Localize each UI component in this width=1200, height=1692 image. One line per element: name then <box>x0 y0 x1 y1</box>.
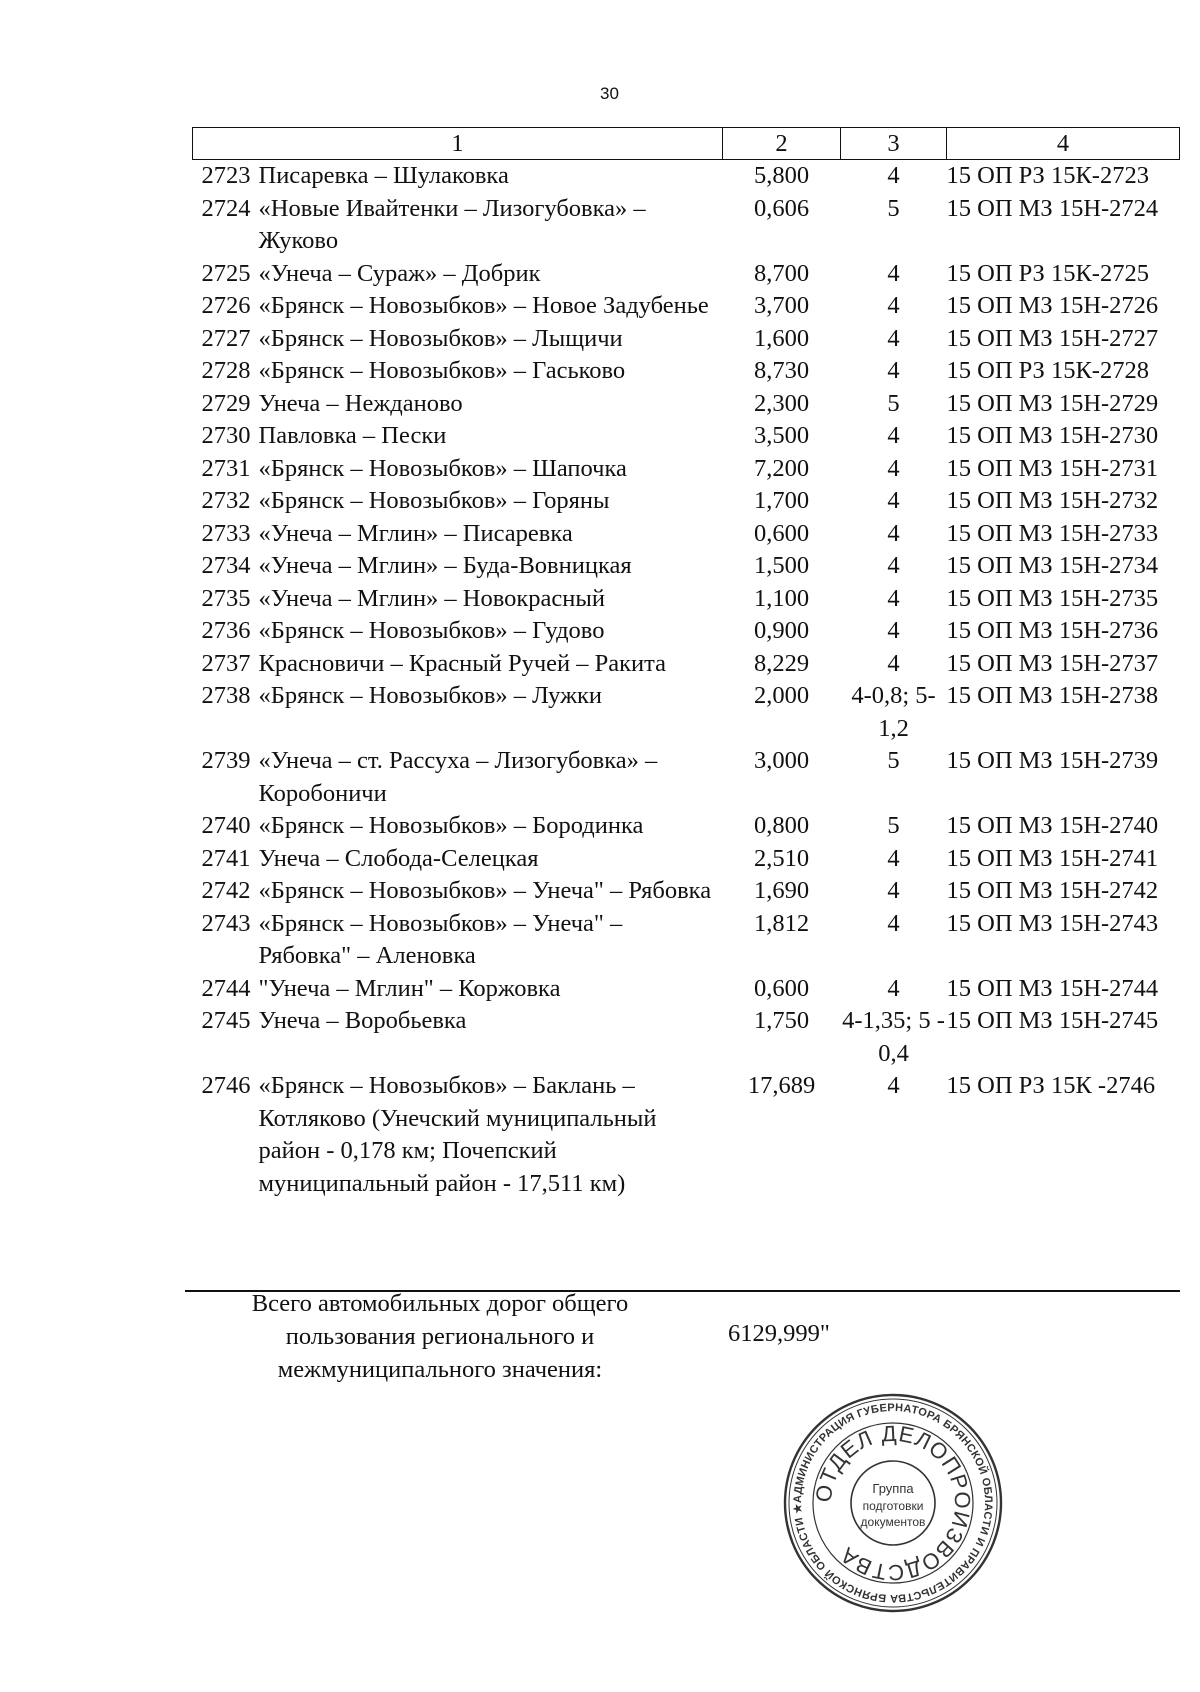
road-length: 1,500 <box>753 552 810 579</box>
table-row <box>193 550 1180 583</box>
road-length: 8,730 <box>753 357 810 384</box>
table-row <box>193 1070 1180 1200</box>
roads-table <box>192 127 1180 1200</box>
road-code: 15 ОП МЗ 15Н-2745 <box>946 1007 1159 1034</box>
table-row <box>193 908 1180 973</box>
road-number: 2736 <box>201 617 251 644</box>
road-category: 4 <box>887 357 900 384</box>
road-code: 15 ОП РЗ 15К-2725 <box>946 259 1149 287</box>
stamp-outer-text: АДМИНИСТРАЦИЯ ГУБЕРНАТОРА БРЯНСКОЙ ОБЛАСТИ И ПРАВИТЕЛЬСТВА БРЯНСКОЙ ОБЛАСТИ ★ <box>791 1401 995 1605</box>
road-category: 5 <box>887 747 900 774</box>
road-code: 15 ОП РЗ 15К-2723 <box>946 162 1149 189</box>
road-category: 4 <box>887 324 900 352</box>
road-number: 2739 <box>201 747 251 774</box>
road-category: 4 <box>887 877 900 904</box>
road-code: 15 ОП МЗ 15Н-2742 <box>946 877 1159 904</box>
road-name: «Брянск – Новозыбков» – Горяны <box>258 487 610 514</box>
road-name: «Унеча – ст. Рассуха – Лизогубовка» – Коробоничи <box>258 747 658 807</box>
table-header-row <box>193 128 1180 160</box>
road-name-cell <box>193 745 723 810</box>
road-number: 2734 <box>201 552 251 579</box>
table-row <box>193 973 1180 1006</box>
stamp-inner-text: ОТДЕЛ ДЕЛОПРОИЗВОДСТВА <box>810 1420 976 1586</box>
table-row <box>193 648 1180 681</box>
road-length: 0,800 <box>753 812 810 839</box>
road-name-cell <box>193 160 723 193</box>
table-row <box>193 290 1180 323</box>
road-length: 1,700 <box>753 487 810 514</box>
road-length: 8,700 <box>753 259 810 287</box>
total-value: 6129,999" <box>728 1320 830 1347</box>
stamp-center-line: подготовки <box>862 1499 924 1513</box>
road-name: Павловка – Пески <box>258 422 447 449</box>
road-category: 4 <box>887 1072 900 1099</box>
road-number: 2730 <box>201 422 251 449</box>
road-name: «Брянск – Новозыбков» – Баклань – Котляково (Унечский муниципальный район - 0,178 км; Почепский муниципальный район - 17,511 км) <box>258 1072 657 1197</box>
road-code: 15 ОП РЗ 15К-2728 <box>946 357 1149 384</box>
road-code: 15 ОП МЗ 15Н-2727 <box>946 324 1159 352</box>
road-name-cell <box>193 258 723 291</box>
road-name-cell <box>193 420 723 453</box>
road-code: 15 ОП МЗ 15Н-2737 <box>946 649 1159 677</box>
road-category: 5 <box>887 194 900 222</box>
table-body <box>193 160 1180 1201</box>
road-number: 2742 <box>201 877 251 904</box>
road-name: «Унеча – Мглин» – Писаревка <box>258 519 573 547</box>
road-category: 4 <box>887 584 900 612</box>
road-category: 4 <box>887 422 900 449</box>
road-name: «Брянск – Новозыбков» – Гудово <box>258 617 605 644</box>
table-row <box>193 420 1180 453</box>
road-name-cell <box>193 550 723 583</box>
road-name: "Унеча – Мглин" – Коржовка <box>258 974 561 1002</box>
road-length: 1,812 <box>753 909 810 937</box>
road-name: Унеча – Слобода-Селецкая <box>258 844 539 872</box>
table-row <box>193 323 1180 356</box>
road-length: 3,700 <box>753 292 810 319</box>
road-number: 2735 <box>201 584 251 612</box>
road-name-cell <box>193 680 723 713</box>
column-header: 2 <box>723 128 841 160</box>
road-name: «Брянск – Новозыбков» – Бородинка <box>258 812 644 839</box>
road-name-cell <box>193 615 723 648</box>
road-number: 2729 <box>201 389 251 417</box>
road-category: 4 <box>887 649 900 677</box>
column-header: 1 <box>193 128 723 160</box>
table-row <box>193 810 1180 843</box>
road-name-cell <box>193 290 723 323</box>
road-category: 4 <box>887 487 900 514</box>
road-name-cell <box>193 518 723 551</box>
road-length: 8,229 <box>753 649 810 677</box>
road-name-cell <box>193 973 723 1006</box>
road-number: 2737 <box>201 649 251 677</box>
road-length: 2,000 <box>753 682 810 709</box>
road-name: «Брянск – Новозыбков» – Гаськово <box>258 357 626 384</box>
road-category: 5 <box>887 812 900 839</box>
road-name: «Брянск – Новозыбков» – Унеча" – Рябовка <box>258 877 712 904</box>
road-name: «Новые Ивайтенки – Лизогубовка» – Жуково <box>258 194 646 254</box>
road-length: 7,200 <box>753 454 810 482</box>
road-number: 2746 <box>201 1072 251 1099</box>
road-code: 15 ОП МЗ 15Н-2743 <box>946 909 1159 937</box>
road-length: 3,000 <box>753 747 810 774</box>
table-row <box>193 453 1180 486</box>
road-length: 0,600 <box>753 519 810 547</box>
road-category: 4 <box>887 552 900 579</box>
table-row <box>193 388 1180 421</box>
road-length: 5,800 <box>753 162 810 189</box>
road-category: 4 <box>887 617 900 644</box>
table-row <box>193 843 1180 876</box>
road-code: 15 ОП МЗ 15Н-2736 <box>946 617 1159 644</box>
table-row <box>193 193 1180 258</box>
road-code: 15 ОП МЗ 15Н-2733 <box>946 519 1159 547</box>
road-category: 4 <box>887 909 900 937</box>
road-code: 15 ОП МЗ 15Н-2738 <box>946 682 1159 709</box>
road-name: «Брянск – Новозыбков» – Шапочка <box>258 454 627 482</box>
road-name-cell <box>193 193 723 258</box>
road-name-cell <box>193 1070 723 1200</box>
road-number: 2732 <box>201 487 251 514</box>
road-number: 2728 <box>201 357 251 384</box>
road-category: 4 <box>887 259 900 287</box>
road-name-cell <box>193 453 723 486</box>
road-code: 15 ОП МЗ 15Н-2730 <box>946 422 1159 449</box>
road-number: 2726 <box>201 292 251 319</box>
total-label: Всего автомобильных дорог общего пользования регионального и межмуниципального значения: <box>251 1290 629 1383</box>
road-number: 2733 <box>201 519 251 547</box>
road-name: Писаревка – Шулаковка <box>258 162 509 189</box>
road-length: 0,606 <box>753 194 810 222</box>
road-name: «Унеча – Мглин» – Буда-Вовницкая <box>258 552 632 579</box>
road-name-cell <box>193 485 723 518</box>
road-length: 3,500 <box>753 422 810 449</box>
road-name-cell <box>193 583 723 616</box>
road-name-cell <box>193 908 723 973</box>
road-length: 1,600 <box>753 324 810 352</box>
stamp-center-line: Группа <box>872 1481 914 1496</box>
road-name-cell <box>193 355 723 388</box>
column-header: 3 <box>841 128 947 160</box>
road-code: 15 ОП МЗ 15Н-2739 <box>946 747 1159 774</box>
road-code: 15 ОП РЗ 15К -2746 <box>946 1072 1156 1099</box>
road-code: 15 ОП МЗ 15Н-2744 <box>946 974 1159 1002</box>
road-length: 2,300 <box>753 389 810 417</box>
table-row <box>193 518 1180 551</box>
road-name: «Брянск – Новозыбков» – Новое Задубенье <box>258 292 709 319</box>
road-length: 0,900 <box>753 617 810 644</box>
road-name: «Брянск – Новозыбков» – Лыщичи <box>258 324 623 352</box>
road-code: 15 ОП МЗ 15Н-2731 <box>946 454 1159 482</box>
road-category: 4 <box>887 454 900 482</box>
road-name: «Унеча – Мглин» – Новокрасный <box>258 584 605 612</box>
road-name: «Брянск – Новозыбков» – Лужки <box>258 682 603 709</box>
road-category: 4 <box>887 162 900 189</box>
road-length: 2,510 <box>753 844 810 872</box>
road-length: 1,690 <box>753 877 810 904</box>
road-category: 4 <box>887 519 900 547</box>
table-row <box>193 875 1180 908</box>
road-length: 17,689 <box>747 1072 816 1099</box>
road-name: Унеча – Нежданово <box>258 389 463 417</box>
road-number: 2723 <box>201 162 251 189</box>
road-code: 15 ОП МЗ 15Н-2740 <box>946 812 1159 839</box>
road-name-cell <box>193 648 723 681</box>
road-name-cell <box>193 875 723 908</box>
table-row <box>193 615 1180 648</box>
road-category: 4 <box>887 844 900 872</box>
road-number: 2743 <box>201 909 251 937</box>
road-number: 2731 <box>201 454 251 482</box>
road-code: 15 ОП МЗ 15Н-2724 <box>946 194 1159 222</box>
road-number: 2740 <box>201 812 251 839</box>
table-row <box>193 485 1180 518</box>
stamp-center-line: документов <box>860 1515 926 1529</box>
road-code: 15 ОП МЗ 15Н-2741 <box>946 844 1159 872</box>
official-stamp <box>782 1392 1004 1614</box>
road-category: 4 <box>887 974 900 1002</box>
road-number: 2745 <box>201 1007 251 1034</box>
page-number: 30 <box>600 84 619 103</box>
road-number: 2738 <box>201 682 251 709</box>
road-length: 1,100 <box>753 584 810 612</box>
road-category: 4-1,35; 5 - 0,4 <box>842 1007 945 1067</box>
road-number: 2727 <box>201 324 251 352</box>
road-length: 1,750 <box>753 1007 810 1034</box>
road-number: 2724 <box>201 194 251 222</box>
road-name: Унеча – Воробьевка <box>258 1007 467 1034</box>
road-category: 5 <box>887 389 900 417</box>
road-name-cell <box>193 810 723 843</box>
road-name: «Унеча – Сураж» – Добрик <box>258 259 541 287</box>
table-row <box>193 583 1180 616</box>
road-length: 0,600 <box>753 974 810 1002</box>
road-number: 2744 <box>201 974 251 1002</box>
table-row <box>193 258 1180 291</box>
road-name: Красновичи – Красный Ручей – Ракита <box>258 649 667 677</box>
road-number: 2741 <box>201 844 251 872</box>
road-code: 15 ОП МЗ 15Н-2732 <box>946 487 1159 514</box>
road-name-cell <box>193 843 723 876</box>
road-name-cell <box>193 323 723 356</box>
road-name-cell <box>193 1005 723 1038</box>
table-row <box>193 680 1180 745</box>
table-row <box>193 745 1180 810</box>
road-category: 4 <box>887 292 900 319</box>
road-code: 15 ОП МЗ 15Н-2726 <box>946 292 1159 319</box>
road-code: 15 ОП МЗ 15Н-2734 <box>946 552 1159 579</box>
road-category: 4-0,8; 5-1,2 <box>851 682 936 742</box>
table-row <box>193 160 1180 193</box>
road-number: 2725 <box>201 259 251 287</box>
column-header: 4 <box>947 128 1180 160</box>
road-code: 15 ОП МЗ 15Н-2729 <box>946 389 1159 417</box>
table-row <box>193 355 1180 388</box>
table-row <box>193 1005 1180 1070</box>
road-name: «Брянск – Новозыбков» – Унеча" – Рябовка" – Аленовка <box>258 909 623 969</box>
road-code: 15 ОП МЗ 15Н-2735 <box>946 584 1159 612</box>
road-name-cell <box>193 388 723 421</box>
